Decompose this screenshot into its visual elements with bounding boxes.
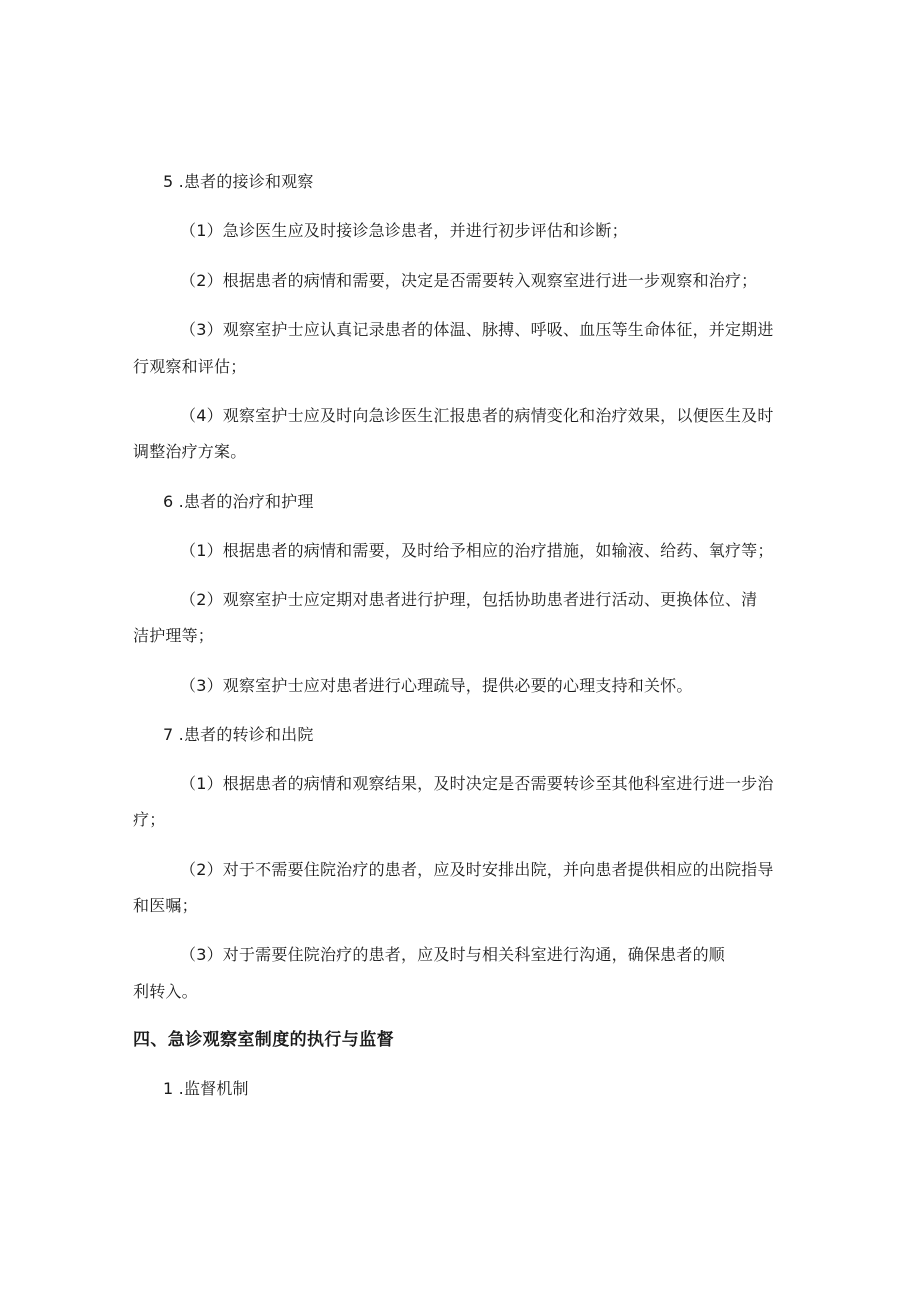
section-5-item-3-line-1: （3）观察室护士应认真记录患者的体温、脉搏、呼吸、血压等生命体征，并定期进: [180, 320, 774, 339]
section-7-item-3-line-1: （3）对于需要住院治疗的患者，应及时与相关科室进行沟通，确保患者的顺: [180, 945, 725, 964]
section-7-title: 7 .患者的转诊和出院: [163, 725, 314, 744]
section-5-item-2: （2）根据患者的病情和需要，决定是否需要转入观察室进行进一步观察和治疗；: [180, 271, 758, 290]
section-6-item-2-line-1: （2）观察室护士应定期对患者进行护理，包括协助患者进行活动、更换体位、清: [180, 590, 758, 609]
chapter-4-heading: 四、急诊观察室制度的执行与监督: [133, 1030, 394, 1050]
section-7-item-1-line-2: 疗；: [133, 810, 166, 829]
section-5-item-4-line-2: 调整治疗方案。: [133, 442, 247, 461]
section-7-item-2-line-2: 和医嘱；: [133, 896, 198, 915]
section-6-title: 6 .患者的治疗和护理: [163, 492, 314, 511]
section-6-item-1: （1）根据患者的病情和需要，及时给予相应的治疗措施，如输液、给药、氧疗等；: [180, 541, 774, 560]
section-6-item-2-line-2: 洁护理等；: [133, 626, 215, 645]
section-5-title: 5 .患者的接诊和观察: [163, 172, 314, 191]
section-7-item-2-line-1: （2）对于不需要住院治疗的患者，应及时安排出院，并向患者提供相应的出院指导: [180, 860, 774, 879]
section-7-item-3-line-2: 利转入。: [133, 982, 198, 1001]
section-5-item-4-line-1: （4）观察室护士应及时向急诊医生汇报患者的病情变化和治疗效果，以便医生及时: [180, 406, 774, 425]
section-5-item-3-line-2: 行观察和评估；: [133, 357, 247, 376]
section-5-item-1: （1）急诊医生应及时接诊急诊患者，并进行初步评估和诊断；: [180, 221, 628, 240]
section-7-item-1-line-1: （1）根据患者的病情和观察结果，及时决定是否需要转诊至其他科室进行进一步治: [180, 774, 774, 793]
section-6-item-3: （3）观察室护士应对患者进行心理疏导，提供必要的心理支持和关怀。: [180, 676, 693, 695]
chapter-4-subsection-1-title: 1 .监督机制: [163, 1079, 249, 1098]
